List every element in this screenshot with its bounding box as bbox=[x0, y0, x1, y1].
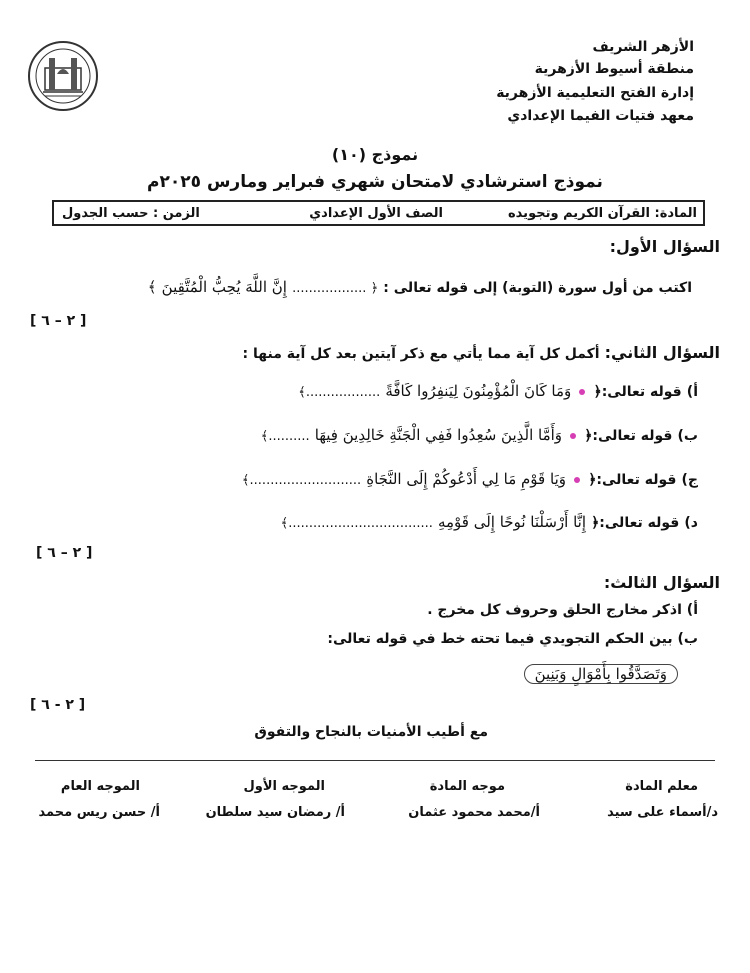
q2-title: السؤال الثاني: bbox=[604, 343, 720, 362]
ayah-marker-icon bbox=[579, 389, 585, 395]
header-line-1: الأزهر الشريف bbox=[592, 39, 694, 55]
signature-name: أ/ حسن ريس محمد bbox=[38, 805, 160, 820]
q2-item-verse: وَأَمَّا الَّذِينَ سُعِدُوا فَفِي الْجَنَّةِ خَالِدِينَ فِيهَا bbox=[314, 426, 563, 444]
q2-item-a bbox=[298, 381, 698, 400]
q2-item-label: قوله تعالى:﴿ bbox=[591, 515, 680, 531]
q2-item-letter: أ) bbox=[686, 384, 698, 400]
q2-item-d bbox=[281, 512, 698, 531]
signature-title: معلم المادة bbox=[625, 779, 698, 794]
q1-dots: ﴿ .................. bbox=[292, 281, 379, 296]
q3-item-b: ب) بين الحكم التجويدي فيما تحته خط في قوله تعالى: bbox=[327, 631, 698, 647]
signature-name: أ/محمد محمود عثمان bbox=[408, 805, 540, 820]
grade-label: الصف الأول الإعدادي bbox=[309, 206, 443, 221]
signature-title: الموجه العام bbox=[60, 779, 140, 794]
signature-name: د/أسماء على سيد bbox=[607, 805, 718, 820]
q2-item-label: قوله تعالى:﴿ bbox=[593, 384, 682, 400]
signature-name: أ/ رمضان سيد سلطان bbox=[205, 805, 345, 820]
q2-item-label: قوله تعالى:﴿ bbox=[584, 428, 673, 444]
q1-text: اكتب من أول سورة (التوبة) إلى قوله تعالى : bbox=[383, 280, 692, 296]
q2-item-dots: ..................﴾ bbox=[298, 385, 381, 400]
model-title: نموذج (١٠) bbox=[331, 145, 419, 164]
q1-title: السؤال الأول: bbox=[609, 237, 720, 256]
closing-text: مع أطيب الأمنيات بالنجاح والتفوق bbox=[254, 724, 488, 740]
ayah-marker-icon bbox=[570, 433, 576, 439]
q3-item-a: أ) اذكر مخارج الحلق وحروف كل مخرج . bbox=[427, 602, 698, 618]
signature-title: الموجه الأول bbox=[243, 779, 325, 794]
q2-item-verse: وَيَا قَوْمِ مَا لِي أَدْعُوكُمْ إِلَى النَّجَاةِ bbox=[366, 470, 566, 488]
q1-verse: إِنَّ اللَّهَ يُحِبُّ الْمُتَّقِينَ bbox=[161, 278, 287, 296]
q2-item-dots: ...........................﴾ bbox=[241, 473, 362, 488]
exam-title: نموذج استرشادي لامتحان شهري فبراير ومارس ٢٠٢٥م bbox=[147, 172, 603, 192]
q2-item-label: قوله تعالى:﴿ bbox=[588, 472, 677, 488]
q2-item-c bbox=[242, 469, 698, 488]
q3-title: السؤال الثالث: bbox=[603, 573, 720, 592]
signature-title: موجه المادة bbox=[429, 779, 505, 794]
q3-verse: وَتَصَدَّقُوا بِأَمْوَالٍ وَبَنِينَ bbox=[524, 664, 678, 684]
q3-score: [ ٢ - ٦ ] bbox=[30, 697, 86, 713]
q1-row bbox=[148, 277, 692, 296]
q3-verse-frame bbox=[524, 664, 678, 683]
q2-item-b bbox=[261, 425, 698, 444]
q2-item-letter: ج) bbox=[681, 472, 698, 488]
q2-item-verse: إِنَّا أَرْسَلْنَا نُوحًا إِلَى قَوْمِهِ bbox=[437, 513, 586, 531]
q2-item-dots: ...................................﴾ bbox=[280, 516, 433, 531]
q2-item-letter: ب) bbox=[677, 428, 698, 444]
header-line-2: منطقة أسيوط الأزهرية bbox=[534, 61, 694, 77]
q2-item-letter: د) bbox=[684, 515, 698, 531]
al-azhar-emblem-icon bbox=[27, 40, 99, 112]
q2-instruction: أكمل كل آية مما يأتي مع ذكر آيتين بعد كل آية منها : bbox=[242, 346, 600, 362]
q1-score: [ ٢ – ٦ ] bbox=[30, 313, 87, 329]
subject-label: المادة: القرآن الكريم وتجويده bbox=[508, 206, 697, 221]
q2-score: [ ٢ – ٦ ] bbox=[36, 545, 93, 561]
footer-divider bbox=[35, 760, 715, 761]
q1-verse-close: ﴾ bbox=[147, 278, 157, 296]
exam-info-box bbox=[52, 200, 705, 226]
ayah-marker-icon bbox=[574, 477, 580, 483]
header-line-3: إدارة الفتح التعليمية الأزهرية bbox=[496, 85, 694, 101]
q2-item-dots: ..........﴾ bbox=[260, 429, 310, 444]
header-line-4: معهد فتيات الفيما الإعدادي bbox=[507, 108, 694, 124]
time-label: الزمن : حسب الجدول bbox=[62, 206, 200, 221]
q2-heading bbox=[243, 343, 720, 362]
q2-item-verse: وَمَا كَانَ الْمُؤْمِنُونَ لِيَنفِرُوا كَافَّةً bbox=[385, 382, 572, 400]
